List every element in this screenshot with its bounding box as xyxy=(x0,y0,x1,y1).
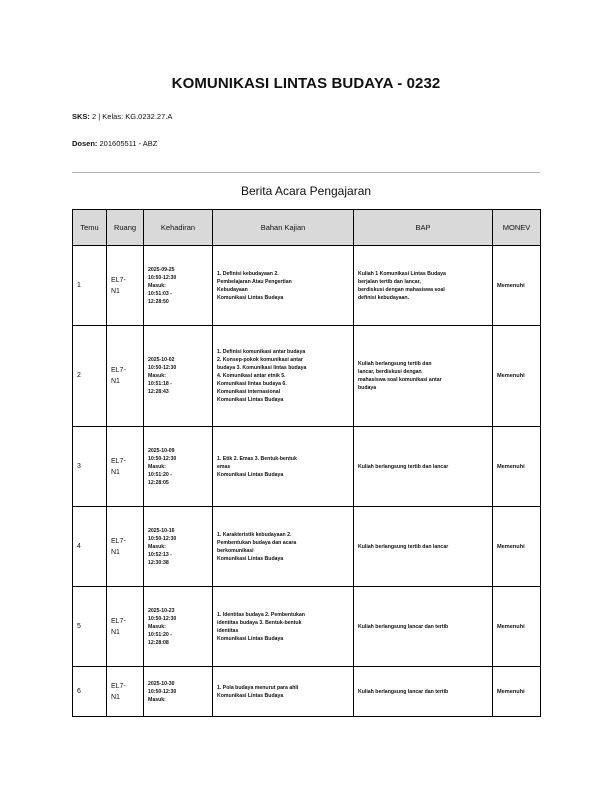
cell-ruang xyxy=(107,246,144,326)
cell-ruang xyxy=(107,427,144,507)
bahan-line: Komunikasi Lintas Budaya xyxy=(217,294,284,301)
cell-monev: Memenuhi xyxy=(493,427,541,507)
bap-table xyxy=(72,209,541,717)
bap-line: berdiskusi dengan mahasiswa soal xyxy=(358,286,445,293)
ruang-line: EL7- xyxy=(111,367,126,374)
ruang-line: N1 xyxy=(111,693,120,701)
bahan-line: Pembentukan budaya dan acara xyxy=(217,539,297,546)
bahan-line: Komunikasi Lintas Budaya xyxy=(217,692,284,699)
cell-ruang xyxy=(107,667,144,717)
bap-line: budaya xyxy=(358,385,377,391)
kehadiran-line: Masuk: xyxy=(148,623,166,630)
bap-line: definisi kebudayaan. xyxy=(358,294,410,301)
kehadiran-line: Masuk: xyxy=(148,282,166,289)
kehadiran-line: 10:50-12:30 xyxy=(148,688,177,695)
ruang-line: N1 xyxy=(111,468,120,476)
header-monev: MONEV xyxy=(493,210,541,246)
ruang-line: N1 xyxy=(111,287,120,295)
cell-ruang xyxy=(107,326,144,427)
bahan-line: Komunikasi Lintas Budaya xyxy=(217,397,284,403)
bap-line: lancar, berdiskusi dengan xyxy=(358,369,422,375)
cell-bap xyxy=(354,326,493,427)
kehadiran-line: 12:30:38 xyxy=(148,559,169,566)
cell-temu: 1 xyxy=(73,246,107,326)
bap-line: Kuliah berlangsung tertib dan xyxy=(358,361,432,367)
bap-line: Kuliah berlangsung lancar dan tertib xyxy=(358,623,449,630)
kehadiran-line: 10:50-12:30 xyxy=(148,455,177,462)
kehadiran-line: 12:28:50 xyxy=(148,298,169,305)
kehadiran-line: 12:28:43 xyxy=(148,389,169,395)
bap-line: berjalan tertib dan lancar, xyxy=(358,278,421,285)
ruang-line: EL7- xyxy=(111,617,126,625)
table-row xyxy=(73,326,541,427)
cell-bap xyxy=(354,587,493,667)
header-ruang: Ruang xyxy=(107,210,144,246)
cell-kehadiran xyxy=(144,326,213,427)
bahan-line: berkomunikasi xyxy=(217,547,254,554)
cell-kehadiran xyxy=(144,587,213,667)
cell-bahan-kajian xyxy=(213,667,354,717)
bap-line: Kuliah berlangsung lancar dan tertib xyxy=(358,688,449,695)
cell-monev: Memenuhi xyxy=(493,587,541,667)
dosen-line xyxy=(72,139,157,148)
table-row xyxy=(73,427,541,507)
ruang-line: N1 xyxy=(111,628,120,636)
table-row xyxy=(73,507,541,587)
kehadiran-line: 2025-10-23 xyxy=(148,607,175,614)
bahan-line: budaya 3. Komunikasi lintas budaya xyxy=(217,365,307,371)
cell-bahan-kajian xyxy=(213,427,354,507)
bahan-line: Komunikasi internasional xyxy=(217,389,281,395)
document-title: KOMUNIKASI LINTAS BUDAYA - 0232 xyxy=(171,75,441,92)
cell-bap xyxy=(354,427,493,507)
cell-ruang xyxy=(107,587,144,667)
cell-temu: 3 xyxy=(73,427,107,507)
bahan-line: 4. Komunikasi antar etnik 5. xyxy=(217,373,286,379)
bahan-line: 1. Definisi kebudayaan 2. xyxy=(217,270,279,277)
bahan-line: 1. Pola budaya menurut para ahli xyxy=(217,684,299,691)
bahan-line: identitas xyxy=(217,627,239,634)
kehadiran-line: 10:51:20 - xyxy=(148,631,172,638)
sks-class-value: 2 | Kelas: KG.0232.27.A xyxy=(92,112,173,121)
cell-bahan-kajian xyxy=(213,246,354,326)
kehadiran-line: 10:50-12:30 xyxy=(148,535,177,542)
kehadiran-line: 10:50-12:30 xyxy=(148,365,177,371)
cell-monev: Memenuhi xyxy=(493,667,541,717)
cell-bap xyxy=(354,667,493,717)
cell-monev: Memenuhi xyxy=(493,246,541,326)
bahan-line: 2. Konsep-pokok komunikasi antar xyxy=(217,357,303,363)
cell-bap xyxy=(354,507,493,587)
bahan-line: Komunikasi Lintas Budaya xyxy=(217,471,284,478)
kehadiran-line: 2025-10-16 xyxy=(148,527,175,534)
ruang-line: EL7- xyxy=(111,682,126,690)
cell-monev: Memenuhi xyxy=(493,326,541,427)
cell-kehadiran xyxy=(144,246,213,326)
header-kehadiran: Kehadiran xyxy=(144,210,213,246)
section-title: Berita Acara Pengajaran xyxy=(240,184,372,198)
cell-temu: 4 xyxy=(73,507,107,587)
bahan-line: Komunikasi Lintas Budaya xyxy=(217,635,284,642)
kehadiran-line: 10:51:20 - xyxy=(148,471,172,478)
table-row xyxy=(73,667,541,717)
cell-kehadiran xyxy=(144,427,213,507)
kehadiran-line: Masuk: xyxy=(148,543,166,550)
table-row xyxy=(73,587,541,667)
bahan-line: identitas budaya 3. Bentuk-bentuk xyxy=(217,619,302,626)
bahan-line: 1. Definisi komunikasi antar budaya xyxy=(217,349,306,355)
sks-class-line xyxy=(72,112,172,121)
cell-bap xyxy=(354,246,493,326)
sks-label: SKS: xyxy=(72,112,90,121)
bahan-line: Pembelajaran Atau Pengertian xyxy=(217,278,292,285)
cell-bahan-kajian xyxy=(213,587,354,667)
bap-line: mahasiswa soal komunikasi antar xyxy=(358,377,442,383)
table-header-row xyxy=(73,210,541,246)
table-row xyxy=(73,246,541,326)
kehadiran-line: Masuk: xyxy=(148,696,166,703)
bap-line: Kuliah berlangsung tertib dan lancar xyxy=(358,463,449,470)
kehadiran-line: Masuk: xyxy=(148,373,166,379)
kehadiran-line: 2025-10-30 xyxy=(148,680,175,687)
bahan-line: 1. Identitas budaya 2. Pembentukan xyxy=(217,611,305,618)
kehadiran-line: 2025-10-09 xyxy=(148,447,175,454)
cell-bahan-kajian xyxy=(213,507,354,587)
ruang-line: N1 xyxy=(111,378,120,385)
kehadiran-line: 12:28:05 xyxy=(148,479,169,486)
kehadiran-line: 10:51:03 - xyxy=(148,290,172,297)
bap-line: Kuliah berlangsung tertib dan lancar xyxy=(358,543,449,550)
ruang-line: EL7- xyxy=(111,457,126,465)
cell-bahan-kajian xyxy=(213,326,354,427)
kehadiran-line: 10:51:18 - xyxy=(148,381,172,387)
kehadiran-line: Masuk: xyxy=(148,463,166,470)
dosen-label: Dosen: xyxy=(72,139,98,148)
bahan-line: Komunikasi lintas budaya 6. xyxy=(217,381,287,387)
kehadiran-line: 12:28:08 xyxy=(148,639,169,646)
table-body xyxy=(73,246,541,717)
cell-temu: 5 xyxy=(73,587,107,667)
cell-kehadiran xyxy=(144,507,213,587)
dosen-value: 201605511 - ABZ xyxy=(99,139,158,148)
ruang-line: N1 xyxy=(111,548,120,556)
header-bahan-kajian: Bahan Kajian xyxy=(213,210,354,246)
kehadiran-line: 10:52:13 - xyxy=(148,551,172,558)
cell-monev: Memenuhi xyxy=(493,507,541,587)
cell-ruang xyxy=(107,507,144,587)
bahan-line: Komunikasi Lintas Budaya xyxy=(217,555,284,562)
cell-kehadiran xyxy=(144,667,213,717)
kehadiran-line: 10:50-12:30 xyxy=(148,615,177,622)
cell-temu: 2 xyxy=(73,326,107,427)
kehadiran-line: 10:50-12:30 xyxy=(148,274,177,281)
bahan-line: 1. Karakteristik kebudayaan 2. xyxy=(217,531,292,538)
bahan-line: Kebudayaan xyxy=(217,286,248,293)
bap-line: Kuliah 1 Komunikasi Lintas Budaya xyxy=(358,270,446,277)
header-temu: Temu xyxy=(73,210,107,246)
divider xyxy=(72,172,540,173)
ruang-line: EL7- xyxy=(111,537,126,545)
header-bap: BAP xyxy=(354,210,493,246)
ruang-line: EL7- xyxy=(111,276,126,284)
cell-temu: 6 xyxy=(73,667,107,717)
bahan-line: 1. Etik 2. Emas 3. Bentuk-bentuk xyxy=(217,455,297,462)
kehadiran-line: 2025-09-25 xyxy=(148,266,175,273)
kehadiran-line: 2025-10-02 xyxy=(148,357,175,363)
bahan-line: emas xyxy=(217,463,231,470)
